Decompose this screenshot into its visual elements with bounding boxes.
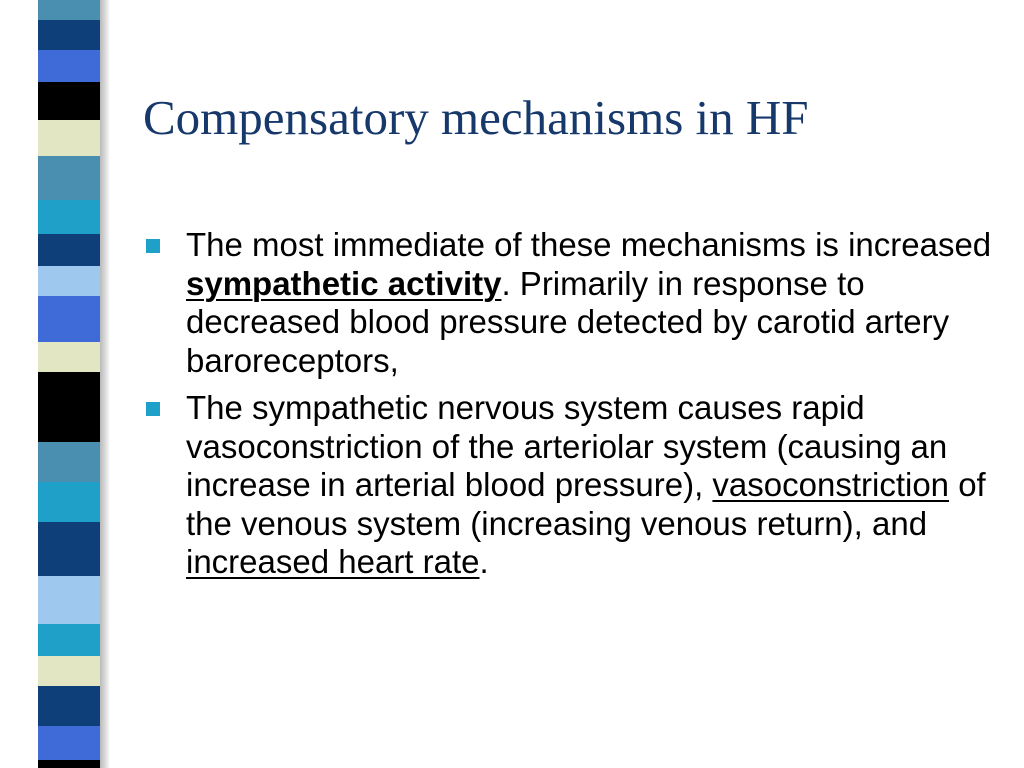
stripe-segment <box>38 120 100 156</box>
stripe-segment <box>38 760 100 768</box>
bullet-item-2 <box>143 389 1003 582</box>
stripe-segment <box>38 686 100 726</box>
stripe-segment <box>38 624 100 656</box>
emphasis-vasoconstriction: vasoconstriction <box>712 466 950 503</box>
stripe-segment <box>38 0 100 20</box>
stripe-segment <box>38 522 100 576</box>
bullet-text: . <box>479 543 489 580</box>
stripe-segment <box>38 266 100 296</box>
stripe-segment <box>38 576 100 624</box>
decorative-stripe-band <box>38 0 100 768</box>
bullet-text: The most immediate of these mechanisms is increased <box>186 226 992 263</box>
bullet-text: of the venous system (increasing venous return), and <box>186 466 986 542</box>
stripe-segment <box>38 726 100 760</box>
slide-title: Compensatory mechanisms in HF <box>143 90 809 145</box>
emphasis-sympathetic-activity: sympathetic activity <box>186 264 502 302</box>
bullet-list <box>143 226 1003 591</box>
stripe-segment <box>38 372 100 442</box>
stripe-segment <box>38 296 100 342</box>
bullet-text: The sympathetic nervous system causes rapid vasoconstriction of the arteriolar system (causing an increase in arterial blood pressure), <box>186 389 948 503</box>
emphasis-increased-heart-rate: increased heart rate <box>186 543 480 580</box>
stripe-segment <box>38 156 100 200</box>
stripe-segment <box>38 234 100 266</box>
stripe-shadow <box>100 0 110 768</box>
bullet-item-1 <box>143 226 1003 380</box>
stripe-segment <box>38 482 100 522</box>
stripe-segment <box>38 200 100 234</box>
stripe-segment <box>38 82 100 120</box>
bullet-text: . Primarily in response to decreased blood pressure detected by carotid artery baroreceptors, <box>186 264 950 379</box>
stripe-segment <box>38 442 100 482</box>
square-bullet-icon <box>146 402 160 416</box>
stripe-segment <box>38 656 100 686</box>
square-bullet-icon <box>146 239 160 253</box>
stripe-segment <box>38 50 100 82</box>
stripe-segment <box>38 20 100 50</box>
stripe-segment <box>38 342 100 372</box>
